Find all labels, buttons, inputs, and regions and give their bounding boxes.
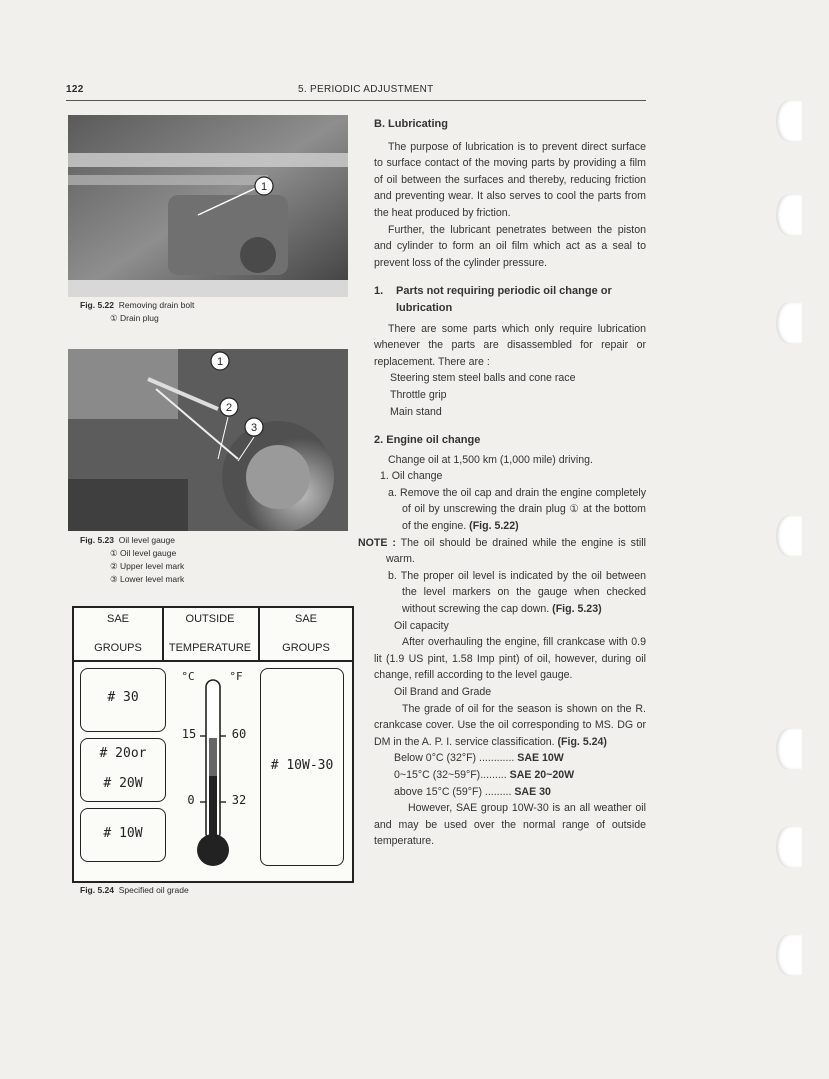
fig-5-24-caption [80,884,189,897]
grade-30-label: # 30 [107,690,139,705]
section-1-title: Parts not requiring periodic oil change or lubrication [396,285,612,314]
unit-celsius: °C [181,670,195,683]
fig-5-22-photo [68,115,348,297]
tick-60f: 60 [231,727,247,741]
brand-ref: (Fig. 5.24) [557,735,607,748]
fig523-marker-3: 3 [250,422,258,434]
binder-hole-7 [776,934,802,976]
grade-row-2-range: 0~15°C (32~59°F)......... [394,768,507,781]
capacity-title: Oil capacity [394,619,449,632]
section-b-p1: The purpose of lubrication is to prevent direct surface to surface contact of the moving parts by providing a film of oil between the surfaces and thereby, reducing friction and preventing wear. It also serves to cool the parts from the heat produced by friction. [374,140,646,219]
grade-10w30-label: # 10W-30 [270,758,334,773]
unit-fahrenheit: °F [229,670,243,683]
binder-hole-5 [776,728,802,770]
fig524-title: Specified oil grade [118,885,189,895]
grade-20w-label: # 20W [103,776,143,791]
closing-text: However, SAE group 10W-30 is an all weather oil and may be used over the normal range of outside temperature. [374,802,646,848]
oil-grade-table [72,606,354,883]
binder-hole-6 [776,826,802,868]
section-1-num: 1. [374,285,384,298]
fig523-title: Oil level gauge [118,535,175,545]
brand-title: Oil Brand and Grade [394,686,492,698]
fig523-callout-2: ② Upper level mark [110,561,185,571]
fig523-callout-1: ① Oil level gauge [110,548,177,558]
section-1-p1: There are some parts which only require lubrication whenever the parts are disassembled for repair or replacement. There are : [374,322,646,368]
binder-hole-3 [776,302,802,344]
col3-header-bottom: GROUPS [282,642,330,654]
binder-hole-2 [776,194,802,236]
fig522-label: Fig. 5.22 [80,300,115,310]
section-b-title: B. Lubricating [374,118,448,130]
fig523-marker-2: 2 [225,402,233,414]
col1-header-top: SAE [106,613,129,625]
col2-header-bottom: TEMPERATURE [168,642,252,654]
col3-header-top: SAE [294,613,317,625]
step-a-ref: (Fig. 5.22) [469,520,519,533]
step-b-ref: (Fig. 5.23) [552,603,602,616]
brand-body: The grade of oil for the season is shown on the R. crankcase cover. Use the oil corresponding to MS. DG or DM in the A. P. I. service classification. [374,702,646,748]
section-2-step-a [374,485,646,535]
col2-header-top: OUTSIDE [185,613,235,625]
chapter-title: 5. PERIODIC ADJUSTMENT [298,84,434,95]
tick-15c: 15 [181,727,197,741]
fig-5-23-photo [68,349,348,531]
fig524-label: Fig. 5.24 [80,885,115,895]
grade-row-3 [374,784,646,801]
grade-row-1-grade: SAE 10W [517,752,564,765]
section-1-item-1: Steering stem steel balls and cone race [390,372,576,385]
grade-row-2-grade: SAE 20~20W [509,768,575,781]
tick-32f: 32 [231,793,247,807]
page-number: 122 [66,84,84,95]
oil-gauge-photo [68,349,348,531]
grade-10w-label: # 10W [103,826,143,841]
step-b-text: b. The proper oil level is indicated by the oil between the level markers on the gauge when checked without screwing the cap down. [388,569,646,616]
grade-row-3-grade: SAE 30 [514,785,551,798]
brand-text [374,701,646,751]
step-a-text: a. Remove the oil cap and drain the engine completely of oil by unscrewing the drain plug ① at the bottom of the engine. [388,486,646,533]
fig522-callout-1: ① Drain plug [110,313,159,323]
thermometer-icon [170,666,260,876]
grade-row-1 [374,750,646,767]
capacity-text: After overhauling the engine, fill crankcase with 0.9 lit (1.9 US pint, 1.58 Imp pint) of oil, however, during oil change, refill according to the level gauge. [374,636,646,682]
fig-5-23-caption [80,534,184,586]
binder-hole-4 [776,515,802,557]
right-column [358,116,646,850]
section-2-step-b [374,568,646,618]
grade-row-3-range: above 15°C (59°F) ......... [394,785,512,798]
section-b-p2: Further, the lubricant penetrates between the piston and cylinder to form an oil film which act as a seal to prevent loss of the cylinder pressure. [374,223,646,269]
grade-20or-label: # 20or [99,746,147,761]
fig522-marker-1: 1 [260,181,268,193]
binder-hole-1 [776,100,802,142]
engine-drain-photo [68,115,348,297]
note-text: The oil should be drained while the engine is still warm. [386,536,646,566]
grade-row-2 [374,767,646,784]
section-2-intro: Change oil at 1,500 km (1,000 mile) driving. [388,453,593,466]
note-label: NOTE : [358,536,396,549]
tick-0c: 0 [187,793,195,807]
section-1-item-3: Main stand [390,405,442,418]
section-1-item-2: Throttle grip [390,388,447,401]
fig522-title: Removing drain bolt [118,300,195,310]
fig523-callout-3: ③ Lower level mark [110,574,185,584]
col1-header-bottom: GROUPS [94,642,142,654]
fig-5-22-caption [80,299,194,325]
section-2-note [358,535,646,568]
fig523-label: Fig. 5.23 [80,535,115,545]
section-2-step1: 1. Oil change [380,470,443,483]
grade-row-1-range: Below 0°C (32°F) ............ [394,752,515,765]
section-2-title: 2. Engine oil change [374,434,481,447]
fig523-marker-1: 1 [216,356,224,368]
header-rule [66,100,646,101]
section-1-heading [374,283,646,316]
